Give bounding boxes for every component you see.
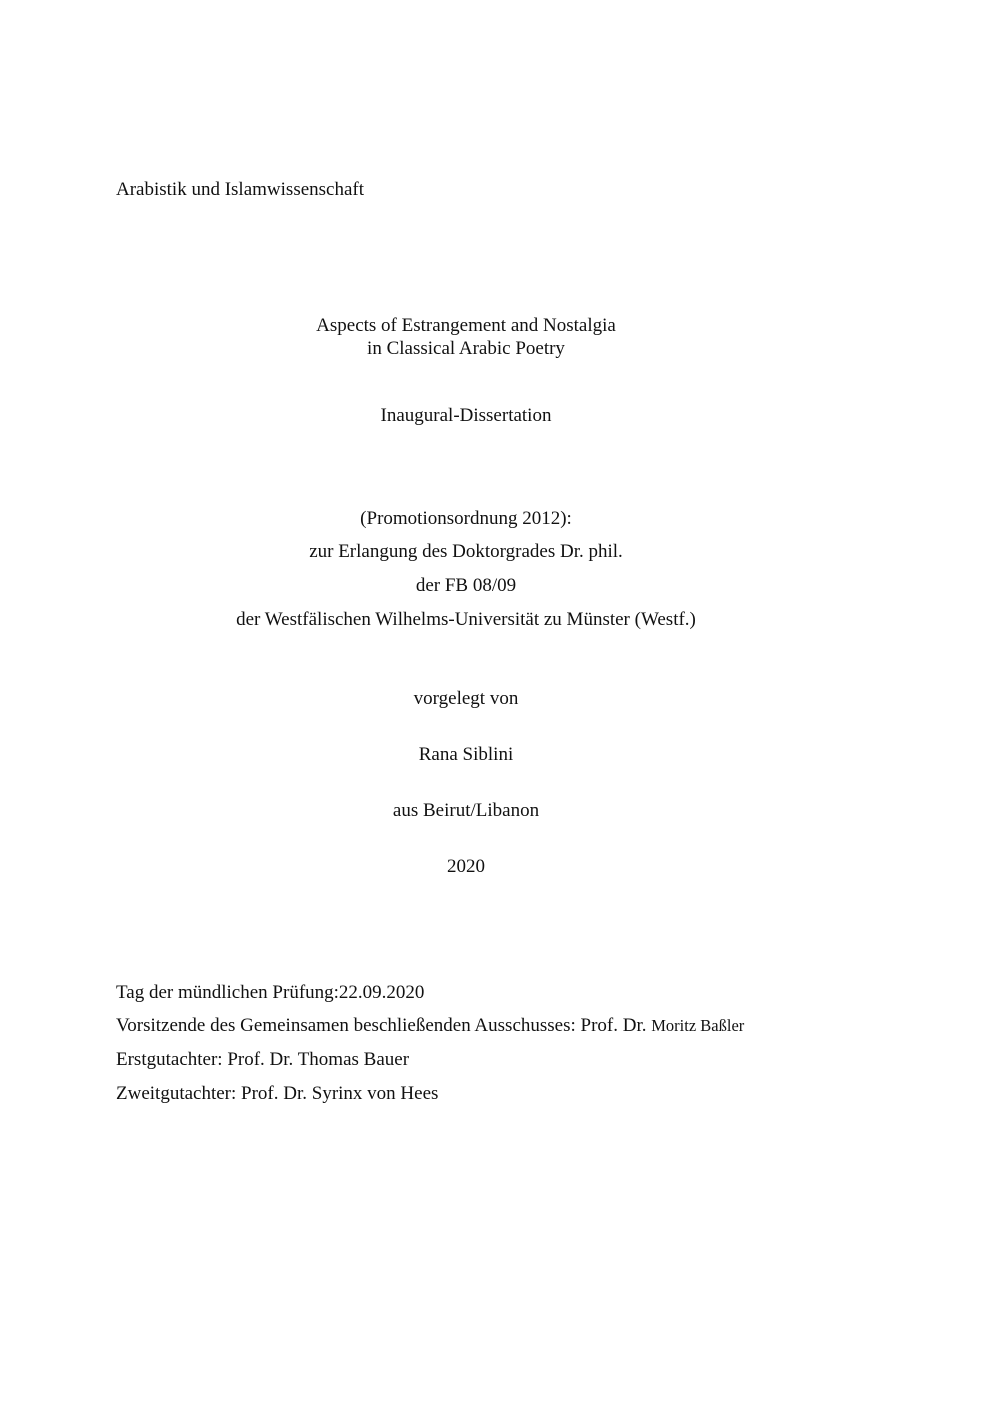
- committee-chair: [116, 1015, 744, 1037]
- dissertation-title-line-2: in Classical Arabic Poetry: [367, 338, 565, 359]
- degree-purpose: zur Erlangung des Doktorgrades Dr. phil.: [309, 541, 623, 562]
- department-heading: Arabistik und Islamwissenschaft: [116, 179, 365, 200]
- oral-exam-date: Tag der mündlichen Prüfung:22.09.2020: [116, 982, 425, 1003]
- committee-chair-name: Moritz Baßler: [651, 1016, 745, 1035]
- university: der Westfälischen Wilhelms-Universität zu Münster (Westf.): [236, 609, 696, 630]
- document-type: Inaugural-Dissertation: [380, 405, 552, 426]
- promotion-regulation: (Promotionsordnung 2012):: [360, 508, 572, 529]
- committee-chair-label: Vorsitzende des Gemeinsamen beschließenden Ausschusses: Prof. Dr.: [116, 1015, 647, 1036]
- first-reviewer: Erstgutachter: Prof. Dr. Thomas Bauer: [116, 1049, 410, 1070]
- second-reviewer: Zweitgutachter: Prof. Dr. Syrinx von Hees: [116, 1083, 439, 1104]
- dissertation-title-line-1: Aspects of Estrangement and Nostalgia: [316, 315, 616, 336]
- faculty: der FB 08/09: [415, 575, 517, 596]
- author-origin: aus Beirut/Libanon: [392, 800, 540, 821]
- submitted-by-label: vorgelegt von: [413, 688, 519, 709]
- author-name: Rana Siblini: [418, 744, 514, 765]
- submission-year: 2020: [447, 856, 485, 877]
